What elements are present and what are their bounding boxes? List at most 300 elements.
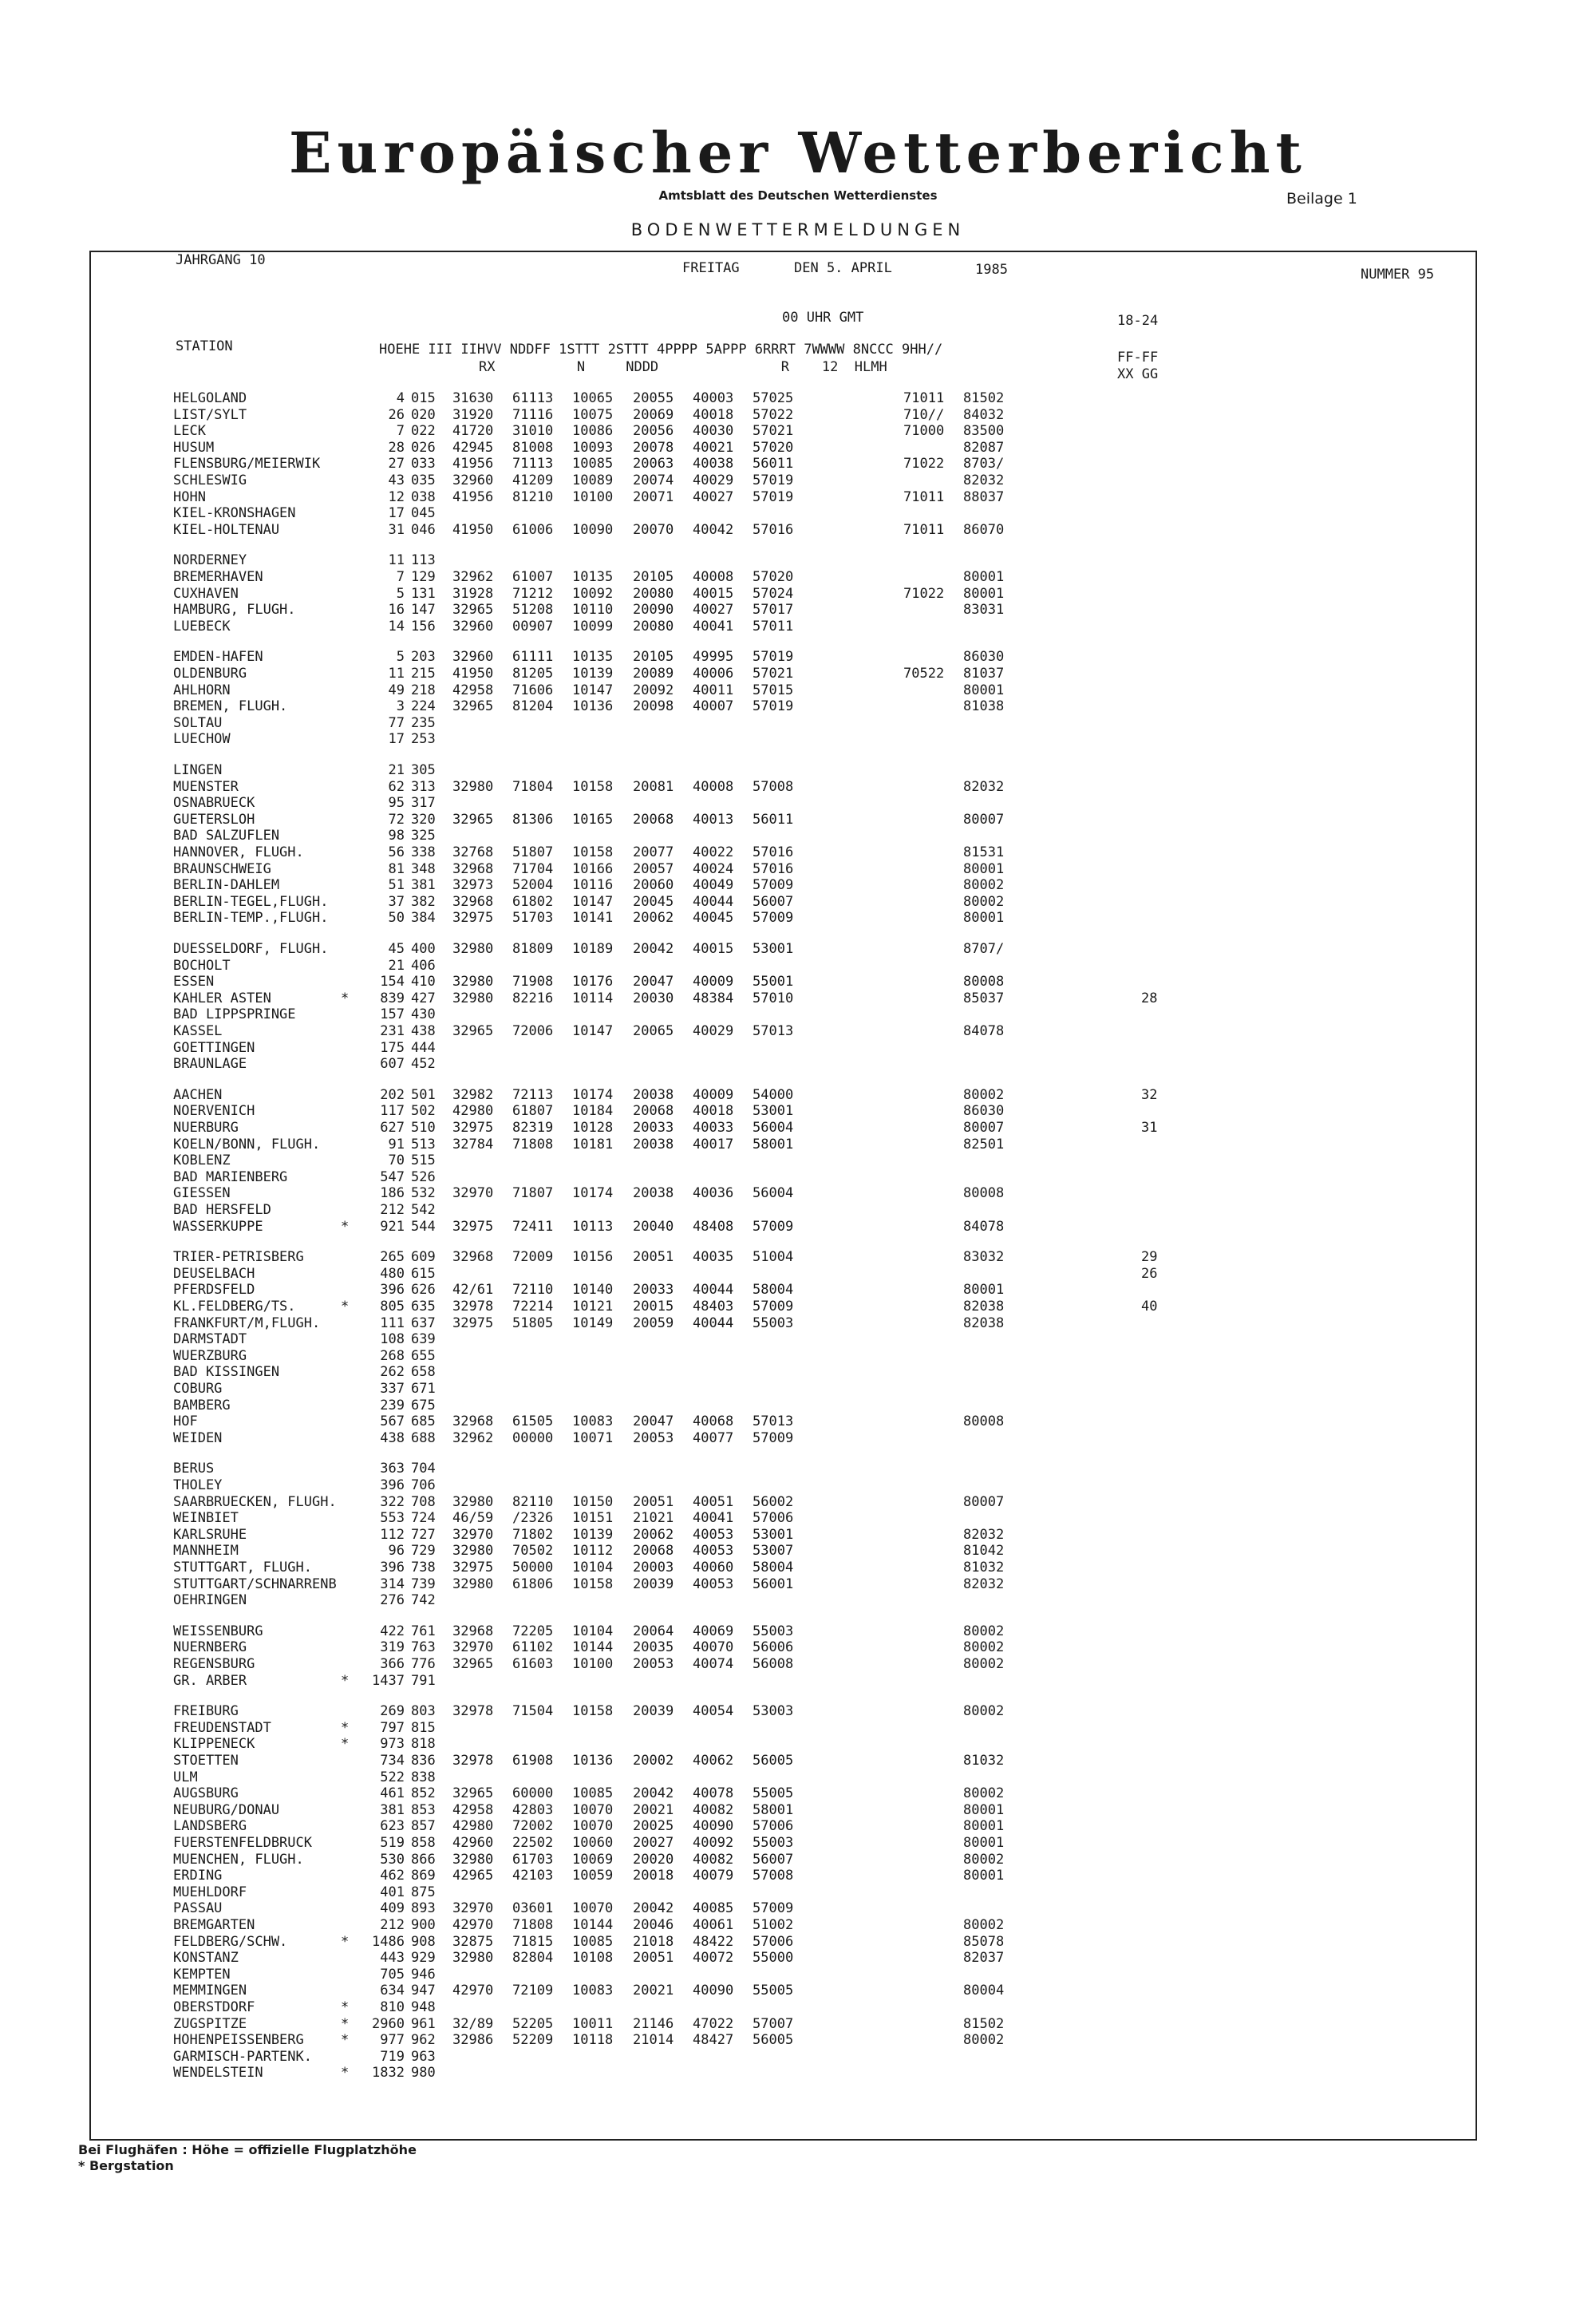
code-group: 41209 — [512, 472, 554, 488]
code-group: 80008 — [963, 974, 1005, 990]
table-row — [173, 1703, 1370, 1720]
table-row — [173, 974, 1370, 990]
station-height: 96 — [388, 1543, 405, 1560]
code-group: 80007 — [963, 1120, 1005, 1136]
station-height: 7 — [396, 569, 405, 585]
station-name: NORDERNEY — [173, 552, 247, 569]
table-row — [173, 844, 1370, 861]
station-name: DEUSELBACH — [173, 1265, 255, 1282]
code-group: 48422 — [693, 1933, 734, 1950]
table-row — [173, 390, 1370, 407]
station-number: 761 — [411, 1623, 436, 1639]
code-group: 57006 — [753, 1818, 794, 1835]
code-group: 80001 — [963, 860, 1005, 877]
code-group: 41950 — [452, 521, 494, 538]
station-height: 17 — [388, 505, 405, 522]
code-group: 86030 — [963, 649, 1005, 666]
code-group: 48427 — [693, 2032, 734, 2049]
code-group: 61007 — [512, 569, 554, 585]
code-group: 20059 — [633, 1315, 674, 1331]
station-name: OBERSTDORF — [173, 1999, 255, 2015]
code-group: 80001 — [963, 910, 1005, 927]
code-group: 40008 — [693, 778, 734, 795]
station-number: 215 — [411, 666, 436, 682]
table-row — [173, 731, 1370, 748]
station-number: 131 — [411, 585, 436, 602]
code-group: 21018 — [633, 1933, 674, 1950]
code-group: 10151 — [572, 1510, 614, 1527]
station-height: 268 — [380, 1347, 405, 1364]
station-number: 020 — [411, 406, 436, 423]
weekday-label: FREITAG — [682, 260, 740, 276]
station-number: 708 — [411, 1493, 436, 1510]
table-row — [173, 1331, 1370, 1348]
station-height: 72 — [388, 811, 405, 828]
station-height: 11 — [388, 552, 405, 569]
station-number: 156 — [411, 618, 436, 635]
table-row — [173, 1769, 1370, 1786]
station-name: GIESSEN — [173, 1185, 231, 1202]
code-group: 57019 — [753, 472, 794, 488]
code-group: 71212 — [512, 585, 554, 602]
code-group: 20071 — [633, 488, 674, 505]
station-height: 231 — [380, 1023, 405, 1039]
code-group: 72113 — [512, 1086, 554, 1103]
code-group: 10166 — [572, 860, 614, 877]
code-group: 10158 — [572, 844, 614, 860]
code-group: 10065 — [572, 390, 614, 406]
station-number: 900 — [411, 1917, 436, 1933]
station-number: 313 — [411, 778, 436, 795]
code-group: 57009 — [753, 1900, 794, 1917]
code-group: 40033 — [693, 1120, 734, 1136]
table-row — [173, 1785, 1370, 1802]
station-number: 836 — [411, 1753, 436, 1769]
code-group: 83031 — [963, 602, 1005, 619]
station-height: 5 — [396, 585, 405, 602]
column-header-gg: XX GG — [1117, 366, 1159, 382]
code-group: 47022 — [693, 2015, 734, 2032]
table-row — [173, 489, 1370, 506]
code-group: 61802 — [512, 893, 554, 910]
code-group: 40044 — [693, 1315, 734, 1331]
table-row — [173, 1673, 1370, 1690]
code-group: 40054 — [693, 1703, 734, 1720]
code-group: 42970 — [452, 1983, 494, 1999]
code-group: 32980 — [452, 1576, 494, 1592]
code-group: 20030 — [633, 990, 674, 1006]
page-title: Europäischer Wetterbericht — [289, 120, 1307, 186]
code-group: 53001 — [753, 1103, 794, 1120]
code-group: 10184 — [572, 1103, 614, 1120]
table-row — [173, 1299, 1370, 1315]
table-row — [173, 1835, 1370, 1852]
code-group: 20018 — [633, 1868, 674, 1884]
station-height: 438 — [380, 1429, 405, 1446]
station-name: CUXHAVEN — [173, 585, 239, 602]
station-number: 946 — [411, 1966, 436, 1983]
station-height: 522 — [380, 1769, 405, 1785]
code-group: 32968 — [452, 893, 494, 910]
code-group: 49995 — [693, 649, 734, 666]
station-number: 635 — [411, 1299, 436, 1315]
code-group: 80002 — [963, 1623, 1005, 1639]
code-group: 57021 — [753, 423, 794, 440]
station-name: LUECHOW — [173, 731, 231, 748]
code-group: 00907 — [512, 618, 554, 635]
station-height: 977 — [380, 2032, 405, 2049]
station-name: BAMBERG — [173, 1397, 231, 1413]
station-number: 515 — [411, 1152, 436, 1169]
code-group: 40018 — [693, 406, 734, 423]
code-group: 10083 — [572, 1983, 614, 1999]
table-row — [173, 861, 1370, 878]
code-group: 40060 — [693, 1560, 734, 1576]
station-height: 202 — [380, 1086, 405, 1103]
table-row — [173, 2065, 1370, 2082]
station-name: KOBLENZ — [173, 1152, 231, 1169]
code-group: 40090 — [693, 1983, 734, 1999]
code-group: 57006 — [753, 1510, 794, 1527]
table-row — [173, 505, 1370, 522]
station-number: 866 — [411, 1851, 436, 1868]
code-group: 40049 — [693, 877, 734, 894]
station-height: 480 — [380, 1265, 405, 1282]
code-group: 40082 — [693, 1851, 734, 1868]
station-height: 11 — [388, 666, 405, 682]
station-height: 567 — [380, 1413, 405, 1430]
table-row — [173, 1087, 1370, 1104]
station-height: 396 — [380, 1560, 405, 1576]
station-height: 154 — [380, 974, 405, 990]
code-group: 40021 — [693, 439, 734, 456]
code-group: 20090 — [633, 602, 674, 619]
code-group: 71011 — [903, 521, 945, 538]
code-group: 71011 — [903, 390, 945, 406]
station-number: 438 — [411, 1023, 436, 1039]
code-group: 20038 — [633, 1185, 674, 1202]
station-name: WEIDEN — [173, 1429, 223, 1446]
table-row — [173, 1169, 1370, 1186]
code-group: 10069 — [572, 1851, 614, 1868]
station-height: 3 — [396, 698, 405, 715]
code-group: 40053 — [693, 1526, 734, 1543]
station-name: MUEHLDORF — [173, 1884, 247, 1900]
table-row — [173, 1202, 1370, 1219]
station-height: 112 — [380, 1526, 405, 1543]
code-group: 71606 — [512, 682, 554, 698]
table-row — [173, 828, 1370, 844]
code-group: 40029 — [693, 472, 734, 488]
gust-value: 40 — [1141, 1299, 1158, 1315]
code-group: 84078 — [963, 1023, 1005, 1039]
station-name: DUESSELDORF, FLUGH. — [173, 941, 329, 957]
code-group: 20035 — [633, 1639, 674, 1656]
station-height: 319 — [380, 1639, 405, 1656]
gust-value: 28 — [1141, 990, 1158, 1006]
code-group: 20047 — [633, 1413, 674, 1430]
code-group: 71113 — [512, 456, 554, 472]
station-height: 719 — [380, 2048, 405, 2065]
column-header-ff: FF-FF — [1117, 350, 1159, 366]
code-group: 58004 — [753, 1282, 794, 1299]
code-group: 42103 — [512, 1868, 554, 1884]
code-group: 56007 — [753, 1851, 794, 1868]
station-height: 43 — [388, 472, 405, 488]
station-number: 962 — [411, 2032, 436, 2049]
code-group: 32965 — [452, 698, 494, 715]
code-group: 32970 — [452, 1900, 494, 1917]
code-group: 71802 — [512, 1526, 554, 1543]
code-group: 10100 — [572, 488, 614, 505]
code-group: 20068 — [633, 1103, 674, 1120]
code-group: 80004 — [963, 1983, 1005, 1999]
footnote-airports: Bei Flughäfen : Höhe = offizielle Flugplatzhöhe — [78, 2142, 417, 2157]
station-height: 157 — [380, 1006, 405, 1023]
code-group: 20063 — [633, 456, 674, 472]
code-group: 80001 — [963, 569, 1005, 585]
code-group: 10128 — [572, 1120, 614, 1136]
code-group: 20042 — [633, 1900, 674, 1917]
station-height: 186 — [380, 1185, 405, 1202]
station-number: 727 — [411, 1526, 436, 1543]
code-group: 10104 — [572, 1560, 614, 1576]
station-height: 839 — [380, 990, 405, 1006]
code-group: 20068 — [633, 811, 674, 828]
code-group: 82110 — [512, 1493, 554, 1510]
code-group: 72411 — [512, 1218, 554, 1235]
station-number: 857 — [411, 1818, 436, 1835]
code-group: 10158 — [572, 778, 614, 795]
station-name: NEUBURG/DONAU — [173, 1801, 280, 1818]
station-number: 317 — [411, 795, 436, 812]
station-name: LUEBECK — [173, 618, 231, 635]
code-group: 40027 — [693, 488, 734, 505]
code-group: 42/61 — [452, 1282, 494, 1299]
code-group: 53003 — [753, 1703, 794, 1720]
issue-number: NUMMER 95 — [1361, 267, 1435, 283]
code-group: 56011 — [753, 456, 794, 472]
station-name: ESSEN — [173, 974, 215, 990]
code-group: 20021 — [633, 1801, 674, 1818]
table-row — [173, 715, 1370, 732]
code-group: 20015 — [633, 1299, 674, 1315]
code-group: 57019 — [753, 488, 794, 505]
station-height: 973 — [380, 1736, 405, 1753]
mountain-station-marker: * — [341, 1736, 350, 1753]
station-name: BAD KISSINGEN — [173, 1364, 280, 1381]
station-number: 510 — [411, 1120, 436, 1136]
code-group: 10071 — [572, 1429, 614, 1446]
station-number: 501 — [411, 1086, 436, 1103]
station-name: BAD SALZUFLEN — [173, 828, 280, 844]
code-group: 32980 — [452, 1543, 494, 1560]
code-group: 10113 — [572, 1218, 614, 1235]
station-name: HAMBURG, FLUGH. — [173, 602, 296, 619]
station-height: 108 — [380, 1331, 405, 1348]
table-row — [173, 1315, 1370, 1332]
table-row — [173, 1152, 1370, 1169]
station-height: 12 — [388, 488, 405, 505]
code-group: 82032 — [963, 472, 1005, 488]
station-height: 5 — [396, 649, 405, 666]
table-row — [173, 1120, 1370, 1137]
station-number: 406 — [411, 957, 436, 974]
code-group: 40044 — [693, 1282, 734, 1299]
code-group: 20080 — [633, 585, 674, 602]
code-group: 61102 — [512, 1639, 554, 1656]
station-number: 688 — [411, 1429, 436, 1446]
code-group: 10135 — [572, 649, 614, 666]
code-group: 42965 — [452, 1868, 494, 1884]
station-number: 147 — [411, 602, 436, 619]
table-row — [173, 1137, 1370, 1153]
code-group: 20055 — [633, 390, 674, 406]
code-group: 40053 — [693, 1543, 734, 1560]
code-group: 40003 — [693, 390, 734, 406]
code-group: 84078 — [963, 1218, 1005, 1235]
code-group: 80002 — [963, 877, 1005, 894]
code-group: 80007 — [963, 811, 1005, 828]
code-group: 48403 — [693, 1299, 734, 1315]
code-group: 86030 — [963, 1103, 1005, 1120]
station-height: 98 — [388, 828, 405, 844]
station-number: 026 — [411, 439, 436, 456]
code-group: 20080 — [633, 618, 674, 635]
code-group: 20057 — [633, 860, 674, 877]
table-row — [173, 1576, 1370, 1593]
station-number: 113 — [411, 552, 436, 569]
code-group: 57016 — [753, 521, 794, 538]
code-group: 70502 — [512, 1543, 554, 1560]
code-group: 80001 — [963, 1818, 1005, 1835]
code-group: 61006 — [512, 521, 554, 538]
code-group: 56005 — [753, 1753, 794, 1769]
station-name: BERUS — [173, 1461, 215, 1477]
station-name: AUGSBURG — [173, 1785, 239, 1802]
station-number: 224 — [411, 698, 436, 715]
station-name: SCHLESWIG — [173, 472, 247, 488]
table-row — [173, 522, 1370, 539]
code-group: 32784 — [452, 1136, 494, 1152]
table-row — [173, 1040, 1370, 1057]
code-group: 710// — [903, 406, 945, 423]
station-number: 658 — [411, 1364, 436, 1381]
code-group: 32980 — [452, 1950, 494, 1967]
station-name: WUERZBURG — [173, 1347, 247, 1364]
code-group: 52205 — [512, 2015, 554, 2032]
station-name: FREIBURG — [173, 1703, 239, 1720]
code-group: 32978 — [452, 1753, 494, 1769]
code-group: 53007 — [753, 1543, 794, 1560]
station-number: 637 — [411, 1315, 436, 1331]
table-row — [173, 1430, 1370, 1447]
table-row — [173, 1249, 1370, 1266]
station-name: NUERNBERG — [173, 1639, 247, 1656]
station-height: 797 — [380, 1719, 405, 1736]
station-number: 035 — [411, 472, 436, 488]
station-name: SAARBRUECKEN, FLUGH. — [173, 1493, 337, 1510]
table-row — [173, 1592, 1370, 1609]
station-name: FLENSBURG/MEIERWIK — [173, 456, 321, 472]
code-group: 32986 — [452, 2032, 494, 2049]
mountain-station-marker: * — [341, 2015, 350, 2032]
table-row — [173, 698, 1370, 715]
code-group: 32960 — [452, 472, 494, 488]
table-row — [173, 1950, 1370, 1967]
code-group: 20060 — [633, 877, 674, 894]
code-group: 40015 — [693, 585, 734, 602]
code-group: 20070 — [633, 521, 674, 538]
table-row — [173, 586, 1370, 603]
station-number: 869 — [411, 1868, 436, 1884]
code-group: 10085 — [572, 1933, 614, 1950]
code-group: 56005 — [753, 2032, 794, 2049]
code-group: 10174 — [572, 1185, 614, 1202]
code-group: 40024 — [693, 860, 734, 877]
code-group: 32980 — [452, 1493, 494, 1510]
table-row — [173, 2049, 1370, 2066]
station-height: 1437 — [372, 1672, 405, 1689]
station-name: EMDEN-HAFEN — [173, 649, 263, 666]
code-group: 21014 — [633, 2032, 674, 2049]
station-number: 526 — [411, 1168, 436, 1185]
table-row — [173, 1413, 1370, 1430]
code-group: 57008 — [753, 778, 794, 795]
station-name: TRIER-PETRISBERG — [173, 1249, 304, 1266]
code-group: 20033 — [633, 1282, 674, 1299]
code-group: 40030 — [693, 423, 734, 440]
code-group: 32968 — [452, 1249, 494, 1266]
code-group: 20089 — [633, 666, 674, 682]
code-group: 40013 — [693, 811, 734, 828]
code-group: 71704 — [512, 860, 554, 877]
code-group: 10085 — [572, 456, 614, 472]
period-label: 18-24 — [1117, 313, 1159, 329]
code-group: 55001 — [753, 974, 794, 990]
code-group: 71022 — [903, 456, 945, 472]
code-group: 57013 — [753, 1413, 794, 1430]
code-group: 46/59 — [452, 1510, 494, 1527]
station-number: 838 — [411, 1769, 436, 1785]
code-group: 32978 — [452, 1299, 494, 1315]
code-group: 42958 — [452, 1801, 494, 1818]
code-group: 71815 — [512, 1933, 554, 1950]
station-height: 461 — [380, 1785, 405, 1802]
code-group: 71804 — [512, 778, 554, 795]
mountain-station-marker: * — [341, 1999, 350, 2015]
code-group: 10059 — [572, 1868, 614, 1884]
station-number: 615 — [411, 1265, 436, 1282]
code-group: 51002 — [753, 1917, 794, 1933]
year-label: 1985 — [975, 262, 1008, 278]
code-group: 42970 — [452, 1917, 494, 1933]
code-group: 53001 — [753, 1526, 794, 1543]
code-group: 20027 — [633, 1835, 674, 1851]
station-number: 253 — [411, 731, 436, 748]
station-name: KASSEL — [173, 1023, 223, 1039]
code-group: 10090 — [572, 521, 614, 538]
code-group: 40090 — [693, 1818, 734, 1835]
station-name: BRAUNSCHWEIG — [173, 860, 271, 877]
station-number: 963 — [411, 2048, 436, 2065]
station-number: 704 — [411, 1461, 436, 1477]
station-number: 980 — [411, 2065, 436, 2082]
mountain-station-marker: * — [341, 1299, 350, 1315]
code-group: 40045 — [693, 910, 734, 927]
station-height: 322 — [380, 1493, 405, 1510]
code-group: 10158 — [572, 1703, 614, 1720]
